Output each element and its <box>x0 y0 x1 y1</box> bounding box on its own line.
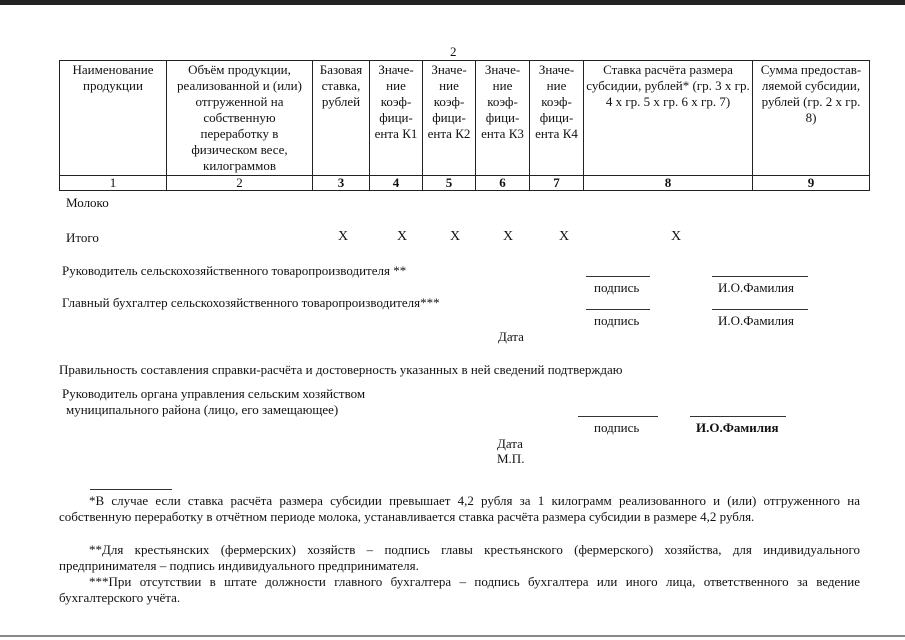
header-cell: Ставка расчёта размера субсидии, рублей* (гр. 3 х гр. 4 х гр. 5 х гр. 6 х гр. 7) <box>584 61 753 176</box>
header-cell: Сумма предостав-ляемой субсидии, рублей (гр. 2 х гр. 8) <box>753 61 870 176</box>
column-number: 2 <box>167 176 313 191</box>
column-number: 1 <box>60 176 167 191</box>
accountant-name-line <box>712 309 808 310</box>
authority-label-line2: муниципального района (лицо, его замещающее) <box>66 402 339 417</box>
authority-sign-line <box>578 416 658 417</box>
accountant-sign-caption: подпись <box>594 313 640 328</box>
page-number: 2 <box>450 44 457 59</box>
total-mark-col6: X <box>503 229 514 244</box>
column-number: 5 <box>423 176 476 191</box>
column-number: 8 <box>584 176 753 191</box>
column-number: 3 <box>313 176 370 191</box>
total-mark-col7: X <box>559 229 570 244</box>
header-cell: Значе-ние коэф-фици-ента К2 <box>423 61 476 176</box>
total-mark-col5: X <box>450 229 461 244</box>
head-signature-label: Руководитель сельскохозяйственного товаропроизводителя ** <box>62 263 407 278</box>
header-cell: Значе-ние коэф-фици-ента К1 <box>370 61 423 176</box>
header-cell: Наименование продукции <box>60 61 167 176</box>
footnote-1: *В случае если ставка расчёта размера субсидии превышает 4,2 рубля за 1 килограмм реализованного и (или) отгруженного на собственную переработку в отчётном периоде молока, устанавливается ставка расчёта размера субсидии в размере 4,2 рубля. <box>59 493 860 524</box>
accountant-sign-line <box>586 309 650 310</box>
head-sign-line <box>586 276 650 277</box>
column-number-row <box>60 176 870 191</box>
total-mark-col4: X <box>397 229 408 244</box>
column-number: 9 <box>753 176 870 191</box>
accountant-signature-label: Главный бухгалтер сельскохозяйственного товаропроизводителя*** <box>62 295 440 310</box>
row-label-total: Итого <box>66 230 99 245</box>
head-name-line <box>712 276 808 277</box>
column-number: 6 <box>476 176 530 191</box>
total-mark-col8: X <box>671 229 682 244</box>
stamp-label: М.П. <box>497 451 525 466</box>
authority-name-caption: И.О.Фамилия <box>696 420 779 435</box>
total-mark-col3: X <box>338 229 349 244</box>
column-number: 7 <box>530 176 584 191</box>
authority-date-label: Дата <box>497 436 523 451</box>
date-label: Дата <box>498 329 524 344</box>
authority-sign-caption: подпись <box>594 420 640 435</box>
top-border <box>0 0 905 5</box>
row-label-milk: Молоко <box>66 195 109 210</box>
head-sign-caption: подпись <box>594 280 640 295</box>
authority-label-line1: Руководитель органа управления сельским хозяйством <box>62 386 366 401</box>
header-cell: Базовая ставка, рублей <box>313 61 370 176</box>
authority-name-line <box>690 416 786 417</box>
footnote-divider <box>90 489 172 490</box>
head-name-caption: И.О.Фамилия <box>718 280 794 295</box>
header-cell: Объём продукции, реализованной и (или) отгруженной на собственную переработку в физическом весе, килограммов <box>167 61 313 176</box>
table-header-row <box>60 61 870 176</box>
footnote-3: ***При отсутствии в штате должности главного бухгалтера – подпись бухгалтера или иного лица, ответственного за ведение бухгалтерского учёта. <box>59 574 860 605</box>
column-number: 4 <box>370 176 423 191</box>
confirmation-text: Правильность составления справки-расчёта и достоверность указанных в ней сведений подтверждаю <box>59 362 623 377</box>
accountant-name-caption: И.О.Фамилия <box>718 313 794 328</box>
header-cell: Значе-ние коэф-фици-ента К4 <box>530 61 584 176</box>
footnote-2: **Для крестьянских (фермерских) хозяйств – подпись главы крестьянского (фермерского) хозяйства, для индивидуального предпринимателя – подпись индивидуального предпринимателя. <box>59 542 860 573</box>
header-cell: Значе-ние коэф-фици-ента К3 <box>476 61 530 176</box>
bottom-border <box>0 635 905 637</box>
subsidy-table <box>59 60 870 191</box>
